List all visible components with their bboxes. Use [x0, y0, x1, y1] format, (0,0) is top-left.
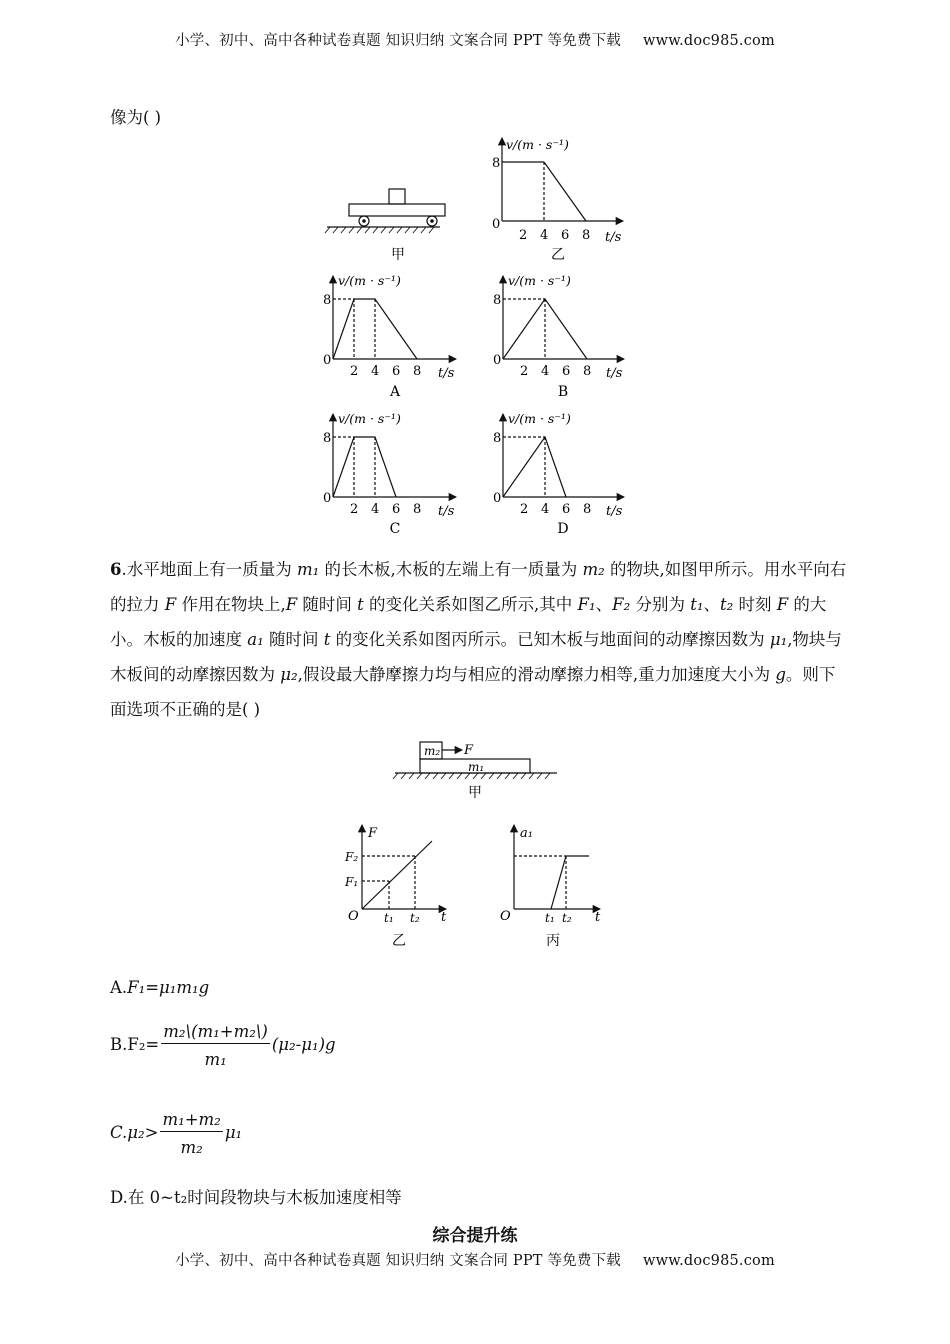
footer-text: 小学、初中、高中各种试卷真题 知识归纳 文案合同 PPT 等免费下载 — [175, 1253, 621, 1269]
c-origin: 0 — [323, 491, 332, 506]
yi-t: t — [441, 910, 447, 925]
option-b-fraction: $\frac{\text{m₂\textbackslash{}(m₁+m₂\textbackslash{})}}{\text{m₁}}$ — [163, 1022, 268, 1069]
b-tick-4: 4 — [541, 364, 550, 379]
board-label: m₁ — [468, 760, 485, 774]
yi-origin-o: O — [348, 909, 359, 924]
page-footer — [0, 1249, 950, 1270]
q5-figure — [315, 130, 645, 545]
yi-tick-6: 6 — [561, 228, 570, 243]
q6-caption-yi: 乙 — [392, 933, 406, 949]
option-c[interactable]: C.μ₂> $\frac{\text{m₁+m₂}}{\text{m₂}}$ μ₁ — [110, 1110, 243, 1157]
force-label: F — [464, 743, 474, 758]
c-tick-8: 8 — [413, 502, 422, 517]
b-origin: 0 — [493, 353, 502, 368]
d-tick-4: 4 — [541, 502, 550, 517]
graph-a — [333, 276, 456, 359]
b-tick-8: 8 — [583, 364, 592, 379]
option-a[interactable]: A.F₁=μ₁m₁g — [110, 978, 210, 997]
graph-b — [503, 276, 624, 359]
block-label: m₂ — [424, 744, 441, 758]
a-tick-8: 8 — [413, 364, 422, 379]
d-ytick: 8 — [493, 431, 502, 446]
d-tick-2: 2 — [520, 502, 529, 517]
page-header — [0, 29, 950, 50]
b-tick-2: 2 — [520, 364, 529, 379]
yi-xlabel: t/s — [605, 230, 622, 245]
option-a-label: A — [389, 384, 401, 400]
caption-yi: 乙 — [551, 247, 565, 263]
b-tick-6: 6 — [562, 364, 571, 379]
yi-ylabel: v/(m · s⁻¹) — [506, 137, 569, 152]
yi-t1: t₁ — [384, 911, 394, 925]
yi-tick-2: 2 — [519, 228, 528, 243]
b-ytick: 8 — [493, 293, 502, 308]
caption-jia: 甲 — [391, 247, 405, 263]
header-url[interactable]: www.doc985.com — [642, 33, 775, 49]
bing-origin-o: O — [500, 909, 511, 924]
a-tick-6: 6 — [392, 364, 401, 379]
q6-caption-jia: 甲 — [468, 785, 482, 801]
d-tick-8: 8 — [583, 502, 592, 517]
q6-figure — [330, 735, 620, 950]
option-b-label: B — [557, 384, 569, 400]
b-xlabel: t/s — [606, 366, 623, 381]
a-ylabel: v/(m · s⁻¹) — [338, 273, 401, 288]
option-d[interactable]: D.在 0~t₂时间段物块与木板加速度相等 — [110, 1188, 402, 1207]
yi-origin: 0 — [492, 217, 501, 232]
q6-number: 6 — [110, 560, 122, 579]
header-text: 小学、初中、高中各种试卷真题 知识归纳 文案合同 PPT 等免费下载 — [175, 33, 621, 49]
cart-diagram — [325, 189, 445, 233]
q5-tail: 像为( ) — [110, 108, 162, 127]
yi-tick-4: 4 — [540, 228, 549, 243]
graph-c — [333, 414, 456, 497]
option-c-fraction: $\frac{\text{m₁+m₂}}{\text{m₂}}$ — [162, 1110, 221, 1157]
yi-ytick: 8 — [492, 156, 501, 171]
a-ytick: 8 — [323, 293, 332, 308]
b-ylabel: v/(m · s⁻¹) — [508, 273, 571, 288]
f1-label: F₁ — [345, 875, 359, 889]
c-tick-6: 6 — [392, 502, 401, 517]
q6-text: 6.水平地面上有一质量为 m₁ 的长木板,木板的左端上有一质量为 m₂ 的物块,如图甲所示。用水平向右的拉力 F 作用在物块上,F 随时间 t 的变化关系如图乙所示,其中 F₁、F₂ 分别为 t₁、t₂ 时刻 F 的大小。木板的加速度 a₁ 随时间 t 的变化关系如图丙所示。已知木板与地面间的动摩擦因数为 μ₁,物块与木板间的动摩擦因数为 μ₂,假设最大静摩擦力均与相应的滑动摩擦力相等,重力加速度大小为 g。则下面选项不正确的是( ) — [110, 560, 847, 719]
q6-caption-bing: 丙 — [546, 933, 560, 949]
graph-d — [503, 414, 624, 497]
f2-label: F₂ — [345, 850, 359, 864]
f-axis-label: F — [368, 826, 378, 841]
d-ylabel: v/(m · s⁻¹) — [508, 411, 571, 426]
a-tick-2: 2 — [350, 364, 359, 379]
d-xlabel: t/s — [606, 504, 623, 519]
option-b[interactable]: B.F₂= $\frac{\text{m₂\textbackslash{}(m₁+m₂\textbackslash{})}}{\text{m₁}}$ (μ₂-μ₁)g — [110, 1022, 336, 1069]
c-tick-2: 2 — [350, 502, 359, 517]
a-tick-4: 4 — [371, 364, 380, 379]
footer-url[interactable]: www.doc985.com — [642, 1253, 775, 1269]
c-ylabel: v/(m · s⁻¹) — [338, 411, 401, 426]
bing-t2: t₂ — [562, 911, 572, 925]
c-tick-4: 4 — [371, 502, 380, 517]
yi-tick-8: 8 — [582, 228, 591, 243]
a-xlabel: t/s — [438, 366, 455, 381]
bing-t: t — [595, 910, 601, 925]
a-origin: 0 — [323, 353, 332, 368]
option-c-label: C — [389, 521, 401, 537]
yi-t2: t₂ — [410, 911, 420, 925]
section-title: 综合提升练 — [432, 1226, 518, 1246]
a1-axis-label: a₁ — [520, 826, 533, 841]
c-ytick: 8 — [323, 431, 332, 446]
option-d-label: D — [557, 521, 569, 537]
bing-t1: t₁ — [545, 911, 555, 925]
d-tick-6: 6 — [562, 502, 571, 517]
d-origin: 0 — [493, 491, 502, 506]
c-xlabel: t/s — [438, 504, 455, 519]
